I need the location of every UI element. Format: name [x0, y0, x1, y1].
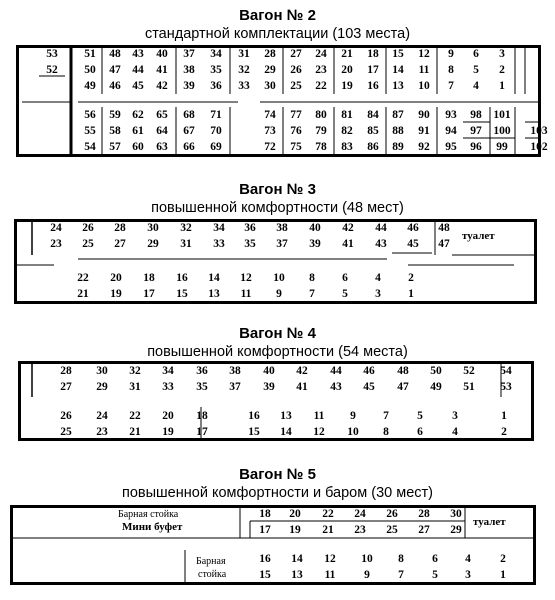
mini-buffet-label: Мини буфет	[122, 521, 183, 533]
seat-number: 30	[96, 365, 108, 377]
seat-number: 26	[290, 64, 302, 76]
seat-number: 22	[322, 508, 334, 520]
seat-number: 86	[367, 141, 379, 153]
seat-number: 47	[109, 64, 121, 76]
seat-number: 60	[132, 141, 144, 153]
seat-number: 42	[342, 222, 354, 234]
seat-number: 38	[183, 64, 195, 76]
seat-number: 25	[290, 80, 302, 92]
seat-number: 10	[418, 80, 430, 92]
car-2-seat-map	[16, 45, 548, 157]
seat-number: 43	[375, 238, 387, 250]
seat-number: 52	[46, 64, 58, 76]
seat-number: 3	[499, 48, 505, 60]
bar-counter-label: Барная стойка	[118, 509, 179, 520]
seat-number: 13	[280, 410, 292, 422]
seat-number: 94	[445, 125, 457, 137]
seat-number: 36	[196, 365, 208, 377]
bar-word-label: Барная	[196, 556, 226, 567]
seat-number: 71	[210, 109, 222, 121]
seat-number: 42	[156, 80, 168, 92]
seat-number: 16	[259, 553, 271, 565]
seat-number: 41	[342, 238, 354, 250]
seat-number: 6	[473, 48, 479, 60]
seat-number: 25	[60, 426, 72, 438]
seat-number: 12	[324, 553, 336, 565]
seat-number: 41	[156, 64, 168, 76]
seat-number: 17	[196, 426, 208, 438]
seat-number: 56	[84, 109, 96, 121]
seat-number: 70	[210, 125, 222, 137]
seat-number: 39	[183, 80, 195, 92]
seat-number: 21	[77, 288, 89, 300]
seat-number: 44	[375, 222, 387, 234]
seat-number: 22	[129, 410, 141, 422]
seat-number: 18	[259, 508, 271, 520]
seat-number: 33	[162, 381, 174, 393]
seat-number: 8	[398, 553, 404, 565]
car-4-title: Вагон № 4	[239, 325, 316, 342]
seat-number: 28	[60, 365, 72, 377]
seat-number: 51	[84, 48, 96, 60]
seat-number: 18	[196, 410, 208, 422]
seat-number: 19	[162, 426, 174, 438]
seat-number: 59	[109, 109, 121, 121]
seat-number: 24	[315, 48, 327, 60]
seat-number: 53	[500, 381, 512, 393]
seat-number: 21	[341, 48, 353, 60]
seat-number: 53	[46, 48, 58, 60]
seat-number: 27	[418, 524, 430, 536]
seat-number: 4	[473, 80, 479, 92]
seat-number: 24	[50, 222, 62, 234]
car-2-title: Вагон № 2	[239, 7, 316, 24]
seat-number: 10	[361, 553, 373, 565]
car-5-seat-map	[10, 505, 536, 585]
seat-number: 77	[290, 109, 302, 121]
seat-number: 34	[210, 48, 222, 60]
seat-number: 69	[210, 141, 222, 153]
seat-number: 22	[315, 80, 327, 92]
seat-number: 97	[470, 125, 482, 137]
seat-number: 23	[354, 524, 366, 536]
seat-number: 23	[96, 426, 108, 438]
seat-number: 20	[289, 508, 301, 520]
seat-number: 50	[84, 64, 96, 76]
seat-number: 7	[398, 569, 404, 581]
seat-number: 84	[367, 109, 379, 121]
seat-number: 32	[238, 64, 250, 76]
seat-number: 65	[156, 109, 168, 121]
seat-number: 18	[367, 48, 379, 60]
seat-number: 36	[244, 222, 256, 234]
seat-number: 44	[330, 365, 342, 377]
seat-number: 16	[248, 410, 260, 422]
seat-number: 33	[213, 238, 225, 250]
seat-number: 46	[109, 80, 121, 92]
seat-number: 10	[347, 426, 359, 438]
seat-number: 31	[238, 48, 250, 60]
seat-number: 49	[430, 381, 442, 393]
seat-number: 91	[418, 125, 430, 137]
seat-number: 26	[82, 222, 94, 234]
seat-number: 47	[438, 238, 450, 250]
seat-number: 40	[263, 365, 275, 377]
seat-number: 27	[114, 238, 126, 250]
seat-number: 30	[450, 508, 462, 520]
seat-number: 1	[500, 569, 506, 581]
seat-number: 19	[341, 80, 353, 92]
seat-number: 4	[375, 272, 381, 284]
seat-number: 15	[259, 569, 271, 581]
seat-number: 45	[363, 381, 375, 393]
seat-number: 98	[470, 109, 482, 121]
seat-number: 20	[162, 410, 174, 422]
seat-number: 48	[397, 365, 409, 377]
car-5-subtitle: повышенной комфортности и баром (30 мест)	[122, 485, 433, 501]
seat-number: 3	[465, 569, 471, 581]
seat-number: 9	[448, 48, 454, 60]
seat-number: 19	[289, 524, 301, 536]
seat-number: 89	[392, 141, 404, 153]
seat-number: 44	[132, 64, 144, 76]
seat-number: 78	[315, 141, 327, 153]
seat-number: 63	[156, 141, 168, 153]
seat-number: 68	[183, 109, 195, 121]
seat-number: 4	[452, 426, 458, 438]
seat-number: 6	[432, 553, 438, 565]
seat-number: 26	[386, 508, 398, 520]
seat-number: 85	[367, 125, 379, 137]
car-3-seat-map	[14, 219, 537, 304]
seat-number: 3	[452, 410, 458, 422]
seat-number: 58	[109, 125, 121, 137]
seat-number: 31	[180, 238, 192, 250]
seat-number: 16	[367, 80, 379, 92]
seat-number: 17	[259, 524, 271, 536]
seat-number: 19	[110, 288, 122, 300]
seat-number: 31	[129, 381, 141, 393]
seat-number: 37	[276, 238, 288, 250]
seat-number: 5	[342, 288, 348, 300]
seat-number: 5	[473, 64, 479, 76]
seat-number: 38	[229, 365, 241, 377]
seat-number: 37	[183, 48, 195, 60]
seat-number: 25	[82, 238, 94, 250]
seat-number: 33	[238, 80, 250, 92]
seat-number: 43	[330, 381, 342, 393]
seat-number: 7	[309, 288, 315, 300]
seat-number: 5	[417, 410, 423, 422]
car-2-subtitle: стандартной комплектации (103 места)	[144, 26, 411, 42]
seat-number: 29	[96, 381, 108, 393]
counter-word-label: стойка	[198, 569, 227, 580]
seat-number: 7	[448, 80, 454, 92]
seat-number: 20	[110, 272, 122, 284]
seat-number: 35	[210, 64, 222, 76]
seat-number: 93	[445, 109, 457, 121]
seat-number: 80	[315, 109, 327, 121]
seat-number: 83	[341, 141, 353, 153]
seat-number: 3	[375, 288, 381, 300]
seat-number: 100	[493, 125, 511, 137]
car-3-subtitle: повышенной комфортности (48 мест)	[151, 200, 404, 216]
seat-number: 99	[496, 141, 508, 153]
seat-number: 47	[397, 381, 409, 393]
seat-number: 87	[392, 109, 404, 121]
seat-number: 15	[248, 426, 260, 438]
seat-number: 29	[147, 238, 159, 250]
seat-number: 2	[408, 272, 414, 284]
seat-number: 52	[463, 365, 475, 377]
seat-number: 57	[109, 141, 121, 153]
seat-number: 79	[315, 125, 327, 137]
seat-number: 29	[450, 524, 462, 536]
seat-number: 32	[129, 365, 141, 377]
seat-number: 54	[84, 141, 96, 153]
seat-number: 13	[208, 288, 220, 300]
seat-number: 51	[463, 381, 475, 393]
seat-number: 28	[264, 48, 276, 60]
seat-number: 7	[383, 410, 389, 422]
seat-number: 30	[147, 222, 159, 234]
seat-number: 4	[465, 553, 471, 565]
seat-number: 10	[273, 272, 285, 284]
seat-number: 30	[264, 80, 276, 92]
seat-number: 49	[84, 80, 96, 92]
seat-number: 41	[296, 381, 308, 393]
seat-number: 54	[500, 365, 512, 377]
seat-number: 17	[143, 288, 155, 300]
car-3-toilet-label: туалет	[462, 230, 495, 242]
car-5-title: Вагон № 5	[239, 466, 316, 483]
seat-number: 15	[176, 288, 188, 300]
seat-number: 6	[417, 426, 423, 438]
seat-number: 14	[291, 553, 303, 565]
seat-number: 14	[392, 64, 404, 76]
seat-number: 26	[60, 410, 72, 422]
seat-number: 46	[407, 222, 419, 234]
seat-number: 15	[392, 48, 404, 60]
seat-number: 32	[180, 222, 192, 234]
car-5-toilet-label: туалет	[473, 516, 506, 528]
seat-number: 8	[383, 426, 389, 438]
seat-number: 101	[493, 109, 511, 121]
seat-number: 82	[341, 125, 353, 137]
seat-number: 13	[392, 80, 404, 92]
seat-number: 61	[132, 125, 144, 137]
seat-number: 72	[264, 141, 276, 153]
seat-number: 9	[350, 410, 356, 422]
seat-number: 36	[210, 80, 222, 92]
seat-number: 24	[354, 508, 366, 520]
seat-number: 48	[109, 48, 121, 60]
seat-number: 40	[309, 222, 321, 234]
seat-number: 24	[96, 410, 108, 422]
seat-number: 27	[60, 381, 72, 393]
seat-number: 21	[129, 426, 141, 438]
seat-number: 90	[418, 109, 430, 121]
car-4-seat-map	[18, 361, 534, 441]
seat-number: 40	[156, 48, 168, 60]
seat-number: 55	[84, 125, 96, 137]
seat-number: 28	[418, 508, 430, 520]
seat-number: 2	[500, 553, 506, 565]
seat-number: 95	[445, 141, 457, 153]
seat-number: 46	[363, 365, 375, 377]
seat-number: 8	[448, 64, 454, 76]
seat-number: 14	[208, 272, 220, 284]
seat-number: 5	[432, 569, 438, 581]
seat-number: 81	[341, 109, 353, 121]
seat-number: 1	[499, 80, 505, 92]
seat-number: 39	[309, 238, 321, 250]
seat-number: 8	[309, 272, 315, 284]
seat-number: 11	[324, 569, 336, 581]
seat-number: 14	[280, 426, 292, 438]
seat-number: 34	[213, 222, 225, 234]
seat-number: 39	[263, 381, 275, 393]
seat-number: 28	[114, 222, 126, 234]
seat-number: 29	[264, 64, 276, 76]
seat-number: 37	[229, 381, 241, 393]
seat-number: 34	[162, 365, 174, 377]
seat-number: 75	[290, 141, 302, 153]
seat-number: 74	[264, 109, 276, 121]
seat-number: 35	[244, 238, 256, 250]
seat-number: 23	[315, 64, 327, 76]
seat-number: 76	[290, 125, 302, 137]
seat-number: 88	[392, 125, 404, 137]
seat-number: 21	[322, 524, 334, 536]
seat-number: 12	[418, 48, 430, 60]
seat-number: 103	[530, 125, 548, 137]
seat-number: 1	[501, 410, 507, 422]
car-3-title: Вагон № 3	[239, 181, 316, 198]
seat-number: 92	[418, 141, 430, 153]
seat-number: 45	[132, 80, 144, 92]
seat-number: 12	[313, 426, 325, 438]
seat-number: 38	[276, 222, 288, 234]
seat-number: 2	[501, 426, 507, 438]
seat-number: 102	[530, 141, 548, 153]
seat-number: 62	[132, 109, 144, 121]
seat-number: 9	[276, 288, 282, 300]
seat-number: 13	[291, 569, 303, 581]
seat-number: 48	[438, 222, 450, 234]
car-4-subtitle: повышенной комфортности (54 места)	[147, 344, 408, 360]
seat-number: 50	[430, 365, 442, 377]
seat-number: 45	[407, 238, 419, 250]
seat-number: 11	[313, 410, 325, 422]
seat-number: 11	[418, 64, 430, 76]
seat-number: 22	[77, 272, 89, 284]
seat-number: 25	[386, 524, 398, 536]
seat-number: 16	[176, 272, 188, 284]
seat-number: 6	[342, 272, 348, 284]
seat-number: 17	[367, 64, 379, 76]
seat-number: 66	[183, 141, 195, 153]
seat-number: 43	[132, 48, 144, 60]
seat-number: 35	[196, 381, 208, 393]
seat-number: 1	[408, 288, 414, 300]
seat-number: 42	[296, 365, 308, 377]
seat-number: 23	[50, 238, 62, 250]
seat-number: 12	[240, 272, 252, 284]
seat-number: 73	[264, 125, 276, 137]
seat-number: 20	[341, 64, 353, 76]
seat-number: 2	[499, 64, 505, 76]
seat-number: 64	[156, 125, 168, 137]
seat-number: 67	[183, 125, 195, 137]
seat-number: 9	[364, 569, 370, 581]
seat-number: 18	[143, 272, 155, 284]
seat-number: 11	[240, 288, 252, 300]
seat-number: 96	[470, 141, 482, 153]
seat-number: 27	[290, 48, 302, 60]
